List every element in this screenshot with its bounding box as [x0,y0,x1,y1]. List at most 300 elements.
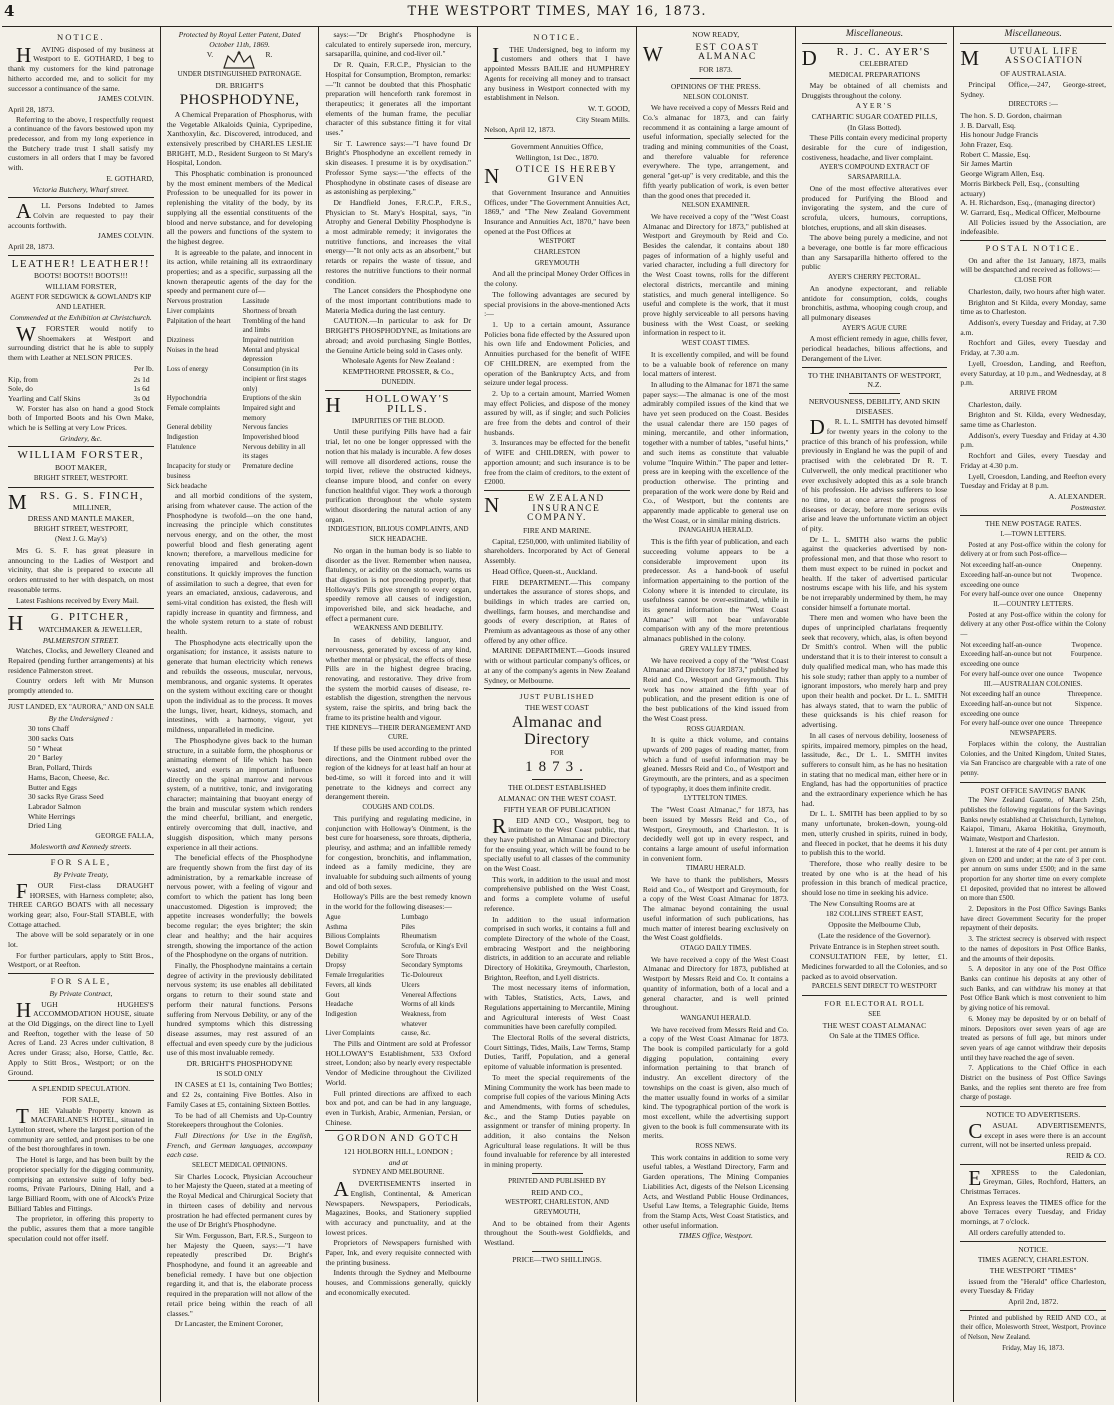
ad-text: In all cases of nervous debility, looseness of spirits, impaired memory, pimples on the head, lassitude, &c., Dr L. L. SMITH invites sufferers to consult him, as he has no hesitation in stating that no medical man, either here or in England, has had the opportunities of practice and the extraordinary experience which he has had. [801,730,948,808]
table-row: Indigestion Impoverished blood [166,433,299,442]
divider [8,197,154,198]
rate-row: For every half-ounce over one ounce Threepence [960,719,1103,728]
list-item: 30 sacks Rye Grass Seed [28,792,104,802]
ad-title: W EST COAST ALMANAC [642,41,760,66]
divider [8,699,154,700]
disease-table [325,913,471,1039]
drop-cap: W [642,41,665,66]
table-row: Liver Complaints cause, &c. [325,1029,431,1038]
ad-text: This purifying and regulating medicine, in conjunction with Holloway's Ointment, is the best cure for hoarseness, sore throats, diptheria, pleurisy, and asthma; and an infallible remedy for congestion, bronchitis, and inflammation, indeed as a family medicine, they are invaluable for subduing such ailments of young and old of both sexes. [325,813,472,891]
drop-cap: C [968,1118,983,1143]
list-item: Robert C. Massie, Esq. [960,149,1031,159]
divider [960,1310,1106,1311]
columns [2,26,1112,1402]
ad-text: It is excellently compiled, and will be found to be a valuable book of reference on many local matters of interest. [642,349,789,379]
table-row: Ague Lumbago [325,912,429,921]
section-heading: THE WESTPORT "TIMES" [989,1265,1077,1275]
rate-row: Exceeding half-an-ounce but not exceeding one ounce Sixpence. [960,700,1103,718]
price-unit: Per lb. [133,363,154,373]
section-heading: (In Glass Botted). [847,122,902,132]
column-1 [2,26,161,1402]
ad-text: The Hotel is large, and has been built by the proprietor specially for the digging community, comprising an extensive suite of lofty bed-rooms, Private Parlours, Dining Hall, and a large Billiard Room, with one of Alcock's Prize Billiard Tables and Fittings. [8,1155,154,1213]
drop-cap: R [492,813,507,838]
signature: Postmaster. [1070,502,1107,512]
date: April 2nd, 1872. [1008,1297,1059,1307]
table-row: Palpitation of the heart Trembling of the hand and limbs [166,316,306,335]
list-item: 30 tons Chaff [28,724,70,734]
ad-text: The above will be sold separately or in one lot. [8,930,154,950]
ad-text: The Pills and Ointment are sold at Professor HOLLOWAY'S Establishment, 533 Oxford street, London; also by nearly every respectable Vendor of Medicine throughout the Civilized World. [325,1039,472,1087]
section-title: Miscellaneous. [1004,29,1062,39]
drop-cap: A [333,1177,349,1202]
merchant-name: H G. PITCHER, [8,611,130,636]
section-heading: AYER'S COMPOUND EXTRACT OF SARSAPARILLA. [819,163,930,182]
ad-text: CAUTION.—In particular to ask for Dr BRIGHT'S PHOSPHODYNE, as Imitations are abroad; and avoid purchasing Single Bottles, the Genuine Article being sold in Cases only. [325,316,472,355]
list-item: Bran, Pollard, Thirds [28,763,92,773]
ad-text: This is the fifth year of publication, and each succeeding volume appears to be a considerable improvement upon its predecessor. As a hand-book of useful information appertaining to the portion of the Colony where it is intended to circulate, its usefulness cannot be over-estimated, while in its general information the "West Coast Almanac" will not bear unfavorable comparison with any of the more pretentious almanacs published in the colony. [642,537,789,644]
ad-text: The beneficial effects of the Phosphodyne are frequently shown from the first day of its administration, by a remarkable increase of nervous power, with a feeling of vigour and comfort to which the patient has long been unaccustomed. Digestion is improved; the appetite increases wonderfully; the bowels become regular; the eyes brighter; the skin clear and healthy; and the hair acquires strength, showing the importance of the action of the Phosphodyne on the organs of nutrition. [166,853,313,960]
ad-text: The proprietor, in offering this property to the public, assures them that a more tangible speculation could not offer itself. [8,1214,154,1243]
ad-text: To meet the special requirements of the Mining Community the work has been made to comprise full copies of the various Mining Acts and Amendments, with forms of schedules, &c., and the Stamp Duties payable on assignment or transfer of mining property. In addition, it also contains the Nelson Agricultural lease regulations. It will be thus found invaluable for reference by all interested in mining property. [484,1072,630,1170]
ad-text: We have received from Messrs Reid and Co. a copy of the West Coast Almanac for 1873. The book is compiled particularly for a gold digging population, containing every information pertaining to that branch of industry. An excellent directory of the townships on the coast is given, also much of the matter usually found in works of a similar kind. The typographical portion of the work is most excellent, while the advertising support given to the book is full commensurate with its merits. [642,1024,789,1141]
ad-text: The New Consulting Rooms are at [809,898,915,908]
ad-text: Rochfort and Giles, every Tuesday and Friday, at 7.30 a.m. [960,338,1107,358]
source-name: OTAGO DAILY TIMES. [680,943,752,952]
ad-text: W. Forster has also on hand a good Stock both of Imported Boots and his Own Make, which he is Selling at very Low Prices. [8,403,154,433]
divider [8,608,154,609]
rate-row: For every half-ounce over one ounce Twopence [960,669,1103,678]
ad-text: FIRE DEPARTMENT.—This company undertakes the assurance of stores shops, and buildings in which trades are carried on, dwellings, farm houses, and merchandise and goods of every description, at Rates of Premium as advantageous as those of any other offered by any other office. [484,577,630,645]
ad-text: The Electoral Rolls of the several districts, Court Sittings, Tides, Mails, Law Terms, Stamp Duties, Tariff, Population, and a general epitome of valuable information is presented. [484,1032,630,1072]
section-heading: THE NEW POSTAGE RATES. [985,519,1082,529]
column-5 [637,26,796,1402]
section-heading: I.—TOWN LETTERS. [1000,530,1066,539]
list-item: 5. A depositor in any one of the Post Office Banks can continue his deposits at any other of such Banks, and can withdraw his money at that Post Office Bank which is most convenient to him by giving notice of his removal. [960,965,1107,1013]
section-title: Miscellaneous. [845,29,904,39]
section-heading: NOW READY, [692,30,740,39]
list-item: W. Garrard, Esq., Medical Officer, Melbourne [960,207,1101,217]
drop-cap: M [8,489,29,514]
section-heading: AYER'S AGUE CURE [842,323,907,332]
table-row: Indigestion Weakness, from whatever [325,1009,447,1028]
ad-text: Holloway's Pills are the best remedy known in the world for the following diseases:— [325,892,472,912]
list-item: George Wigram Allen, Esq. [960,169,1045,179]
ad-text: The Lancet considers the Phosphodyne one of the most important contributions made to Materia Medica during the last century. [325,286,472,315]
date: April 28, 1873. [8,104,55,114]
ad-title: N OTICE IS HEREBY GIVEN [484,164,618,189]
ad-text: Addison's, every Tuesday and Friday, at 7.30 a.m. [960,317,1107,337]
section-heading: THE OLDEST ESTABLISHED [508,783,606,793]
ad-title: H HOLLOWAY'S PILLS. [325,393,450,418]
address: Opposite the Melbourne Club, [828,920,921,930]
merchant-name: WILLIAM FORSTER, [45,282,117,292]
divider [8,255,154,256]
ad-text: Dr Lancaster, the Eminent Coroner, [174,1319,283,1329]
ad-text: Sir Wm. Fergusson, Bart, F.R.S., Surgeon to her Majesty the Queen, says:—"I have repeatedly prescribed Dr. Bright's Phosphodyne, and found it an agreeable and beneficial remedy. I have but one objection regarding it, and that is, the elaborate process required in the preparation will not allow of the retail price being within the reach of all classes." [166,1230,313,1318]
ad-text: Mrs G. S. F. has great pleasure in announcing to the Ladies of Westport and vicinity, that she is prepared to execute all orders entrusted to her with despatch, on most reasonable terms. [8,546,154,594]
divider [960,515,1106,516]
signature: Grindery, &c. [59,433,103,443]
list-item: Dried Ling [28,821,62,831]
ad-text: This work contains in addition to some very useful tables, a Westland Directory, Farm and Garden operations, The Mining Companies Liabilities Act, digests of the Nelson Licensing Acts, and Westland Public House Ordinances, Useful Law Items, a Telegraphic Guide, Items from the Stamp Acts, West Coast Statistics, and other useful information. [642,1152,789,1230]
list-item: 2. Depositors in the Post Office Savings Banks have direct Government Security for the proper repayment of their deposits. [960,905,1107,933]
divider [325,390,471,391]
date: April 28, 1873. [8,242,55,252]
divider [960,43,1106,44]
divider [802,43,948,44]
agent-name: KEMPTHORNE PROSSER, & Co., [342,366,454,376]
section-heading: SELECT MEDICAL OPINIONS. [192,1161,288,1170]
date: Nelson, April 12, 1873. [484,125,556,135]
signature: TIMES Office, Westport. [678,1231,753,1241]
ad-text: Lyell, Croesdon, Landing, and Reefton, every Saturday, at 10 p.m., and Wednesday, at 8 p.m. [960,358,1107,388]
divider [325,1130,471,1131]
notice-heading: NOTICE. [533,32,581,42]
ad-text: The most necessary items of information, with Tables, Statistics, Acts, Laws, and Regulations appertaining to Mercantile, Mining and Agricultural interests of West Coast communities have been carefully compiled. [484,983,630,1032]
ad-text: All orders carefully attended to. [968,1227,1066,1237]
ad-text: The Phosphodyne gives back to the human structure, in a suitable form, the phosphorus or animating element of life which has been wasted, and exerts an important influence directly on the spinal marrow and nervous system, of a nutritive, tonic, and invigorating character; maintaining that buoyant energy of the brain and muscular system which renders the mind cheerful, brilliant, and energetic, entirely overcoming that dull, inactive, and sluggish disposition, which many persons experience in all their actions. [166,735,313,852]
ad-text: Head Office, Queen-st., Auckland. [492,566,598,576]
newspaper-title: THE WESTPORT TIMES, MAY 16, 1873. [407,4,707,19]
ad-text: If these pills be used according to the printed directions, and the Ointment rubbed over the region of the kidneys for at least half an hour at bed-time, so will it forced into and it will penetrate to the kidneys and correct any derangement therein. [325,743,472,802]
section-heading: THE KIDNEYS—THEIR DERANGEMENT AND CURE. [325,723,471,742]
ad-text: No organ in the human body is so liable to disorder as the liver. Remember when nausea, flatulency, or acidity on the stomach, warns us that digestion is not proceeding properly, that Holloway's Pills give strength to every organ, speedily remove all causes of indigestion, impoverished bile, and sick headache, and effect a permanent cure. [325,545,472,623]
ad-title: PHOSPHODYNE, [179,91,300,108]
address: Molesworth and Kennedy streets. [30,841,132,851]
ad-text: Forplaces within the colony, the Australian Colonies, and the United Kingdom, United States, via San Francisco are chargeable with a rate of one penny. [960,739,1107,777]
divider [960,1164,1106,1165]
leather-heading: LEATHER! LEATHER!! [11,257,151,270]
address: (Late the residence of the Governor). [818,930,931,940]
divider [484,688,630,689]
ad-text: On Sale at the TIMES Office. [829,1031,920,1041]
divider [8,854,154,855]
ad-text: We have received a copy of the "West Coast Almanac and Directory for 1873," published at Westport and Greymouth by Reid and Co. Besides the calendar, it contains about 180 pages of information of a highly useful and varied character, including a full directory for the West Coast towns, rolls for the different electoral districts, mercantile and mining statistics, and much general intelligence. So useful and complete is the work, that it must prove highly serviceable to all persons having business with the West Coast, or seeking information in respect to it. [642,211,789,338]
ad-title: M UTUAL LIFE ASSOCIATION [960,45,1084,70]
ad-text: T HE Valuable Property known as MACFARLANE'S HOTEL, situated in Lyttelton street, where the largest portion of the community are settled, and promises to be one of the best thoroughfares in town. [8,1103,154,1154]
drop-cap: E [968,1165,982,1190]
ad-text: Lyell, Croesdon, Landing, and Reefton every Tuesday and Friday at 8 p.m. [960,471,1107,491]
list-item: 50 " Wheat [28,743,63,753]
table-row: Bilious Complaints Rheumatism [325,932,437,941]
signature: JAMES COLVIN. [97,231,154,241]
column-6 [796,26,955,1402]
list-item: John Frazer, Esq. [960,140,1013,150]
rate-row: For every half-ounce over one ounce Onepenny [960,590,1103,599]
divider [960,782,1106,783]
drop-cap: N [484,164,501,189]
ad-text: We have received a copy of the West Coast Almanac and Directory for 1873, published at Westport by Messrs Reid and Co. It contains a quantity of information, both of a local and a general character, and is well printed throughout. [642,954,789,1013]
section-heading: WEAKNESS AND DEBILITY. [353,624,444,633]
ad-text: CONSULTATION FEE, by letter, £1. Medicines forwarded to all the Colonies, and so packed as to avoid observation. [801,952,948,981]
price: PRICE—TWO SHILLINGS. [512,1254,602,1264]
section-heading: AYER'S [855,101,894,111]
section-heading: II.—COUNTRY LETTERS. [993,599,1074,608]
section-heading: DR. BRIGHT'S PHOSPHODYNE [186,1059,293,1069]
table-row: Female Irregularities Tic-Doloureux [325,971,443,980]
ad-text: and all morbid conditions of the system, arising from whatever cause. The action of the Phosphodyne is twofold—on the one hand, increasing the principle which constitutes nervous energy, and on the other, the most powerful blood and flesh generating agent known; therefore, a marvellous medicine for renovating impaired and broken-down constitutions. It quickly improves the function of assimilation to such a degree, that even for years an emaciated, anxious, cadaverous, and semi-vital condition has existed, the flesh will rapidly increase in quantity and firmness, and the whole system return to a state of robust health. [166,491,313,637]
ad-text: that Government Insurance and Annuities Offices, under "The Government Annuities Act, 1869," and "The New Zealand Government Insurance and Annuities Act, 1870," have been opened at the Post Offices at [484,187,630,236]
rate-row: Exceeding half-an-ounce but not exceeding one ounce Twopence. [960,570,1103,589]
ad-text: May be obtained of all chemists and Druggists throughout the colony. [801,80,948,100]
table-row: Debility Sore Throats [325,951,438,960]
ad-text: Sir Charles Locock, Physician Accoucheur to her Majesty the Queen, stated at a meeting of the Royal Medical and Chirurgical Society that in thirteen cases of debility and nervous prostration he had effected permanent cures by the use of Dr Bright's Phosphodyne. [166,1171,313,1230]
ad-title: DR. BRIGHT'S [215,81,264,91]
rate-row: Not exceeding half-an-ounce Twopence. [960,640,1103,649]
section-heading: CATHARTIC SUGAR COATED PILLS, [811,111,938,121]
section-heading: AYER'S CHERRY PECTORAL. [828,273,921,282]
ad-text: This work, in addition to the usual and most comprehensive published on the West Coast, and forms a complete volume of useful reference. [484,874,630,913]
divider [8,487,154,488]
ad-text: Private Entrance is in Stephen street south. [809,941,940,951]
divider [849,393,900,394]
section-heading: THE WEST COAST ALMANAC [822,1020,927,1030]
ad-text: Indents through the Sydney and Melbourne houses, and Commissions generally, quickly and economically executed. [325,1268,472,1297]
section-heading: TIMES AGENCY, CHARLESTON. [977,1255,1089,1265]
boots-heading: BOOTS! BOOTS!! BOOTS!!! [34,271,128,281]
ad-text: Brighton and St Kilda, every Monday, same time as to Charleston. [960,297,1107,317]
printer-places: WESTPORT, CHARLESTON, AND GREYMOUTH, [505,1198,609,1216]
almanac-for: FOR [550,748,564,757]
trade: DRESS AND MANTLE MAKER, [27,513,135,523]
source-name: NELSON COLONIST. [683,92,749,101]
section-heading: COUGHS AND COLDS. [362,803,435,812]
table-row: Noises in the head Mental and physical depression [166,345,300,364]
section-heading: JUST PUBLISHED [519,692,595,702]
divider [960,1106,1106,1107]
ad-text: I THE Undersigned, beg to inform my customers and others that I have appointed Messrs BAILIE and HUMPHREY Agents for receiving all money and to transact any business in Westport connected with my establishment in Nelson. [484,42,630,103]
sale-heading: FOR SALE, [62,1094,100,1104]
signature: A. ALEXANDER. [1048,491,1107,501]
list-item: His honour Judge Francis [960,130,1039,140]
divider [690,78,741,79]
masthead [0,0,1114,24]
divider [960,240,1106,241]
speculation-heading: A SPLENDID SPECULATION. [31,1084,131,1094]
list-item: Butter and Eggs [28,782,77,792]
drop-cap: D [809,415,825,440]
ad-text: It is agreeable to the palate, and innocent in its action, while retaining all its extraordinary properties; and as a specific, surpassing all the known therapeutic agents of the day for the speedy and permanent cure of— [166,247,313,296]
ad-text: Posted at any Post-office within the colony for delivery at any other Post-office within the Colony— [960,610,1107,639]
address: SYDNEY AND MELBOURNE. [352,1168,445,1177]
ad-text: Referring to the above, I respectfully request a continuance of the favors bestowed upon my predecessor, and from my long experience in the Butchery trade trust I shall satisfy my customers in all orders that I may be favored with. [8,114,154,173]
divider [802,367,948,368]
divider [484,138,630,139]
drop-cap: M [960,45,981,70]
section-heading: SEE [868,1009,881,1018]
price-row: Yearling and Calf Skins 3s 0d [8,393,150,403]
place: WESTPORT [538,237,576,246]
address: BRIGHT STREET, WESTPORT, [33,524,128,533]
ad-text: Charleston, daily. [968,399,1022,409]
section-heading: DIRECTORS :— [1008,100,1058,109]
ad-title: D R. J. C. AYER'S [801,45,931,70]
ad-title: GORDON AND GOTCH [337,1134,460,1145]
ad-text: There men and women who have been the dupes of unprincipled charlatans frequently seek that recovery, which, alas, is often beyond Dr Smith's control. When will the public understand that it is to their interest to consult a duly qualified medical man, who has made this his sole study; rather than apply to a number of ignorant impostors, who merely harp and prey upon their health and pocket. Dr L. L. SMITH has always stated, that to warn the public of these quicksands is his chief reason for advertising. [801,613,948,730]
table-row: Hypochondria Eruptions of the skin [166,394,302,403]
list-item: Hams, Bacon, Cheese, &c. [28,772,110,782]
ad-text: On and after the 1st January, 1873, mails will be despatched and received as follows:— [960,255,1107,275]
section-heading: FIRE AND MARINE. [522,526,592,536]
ad-text: A Chemical Preparation of Phosphorus, with the Vegetable Alkaloids Quinia, Cypripedine, Xanthoxylin, &c. Discovered, introduced, and extensively prescribed by CHARLES LESLIE BRIGHT, M.D., Resident Surgeon to St Mary's Hospital, London. [166,109,313,168]
list-item: J. B. Darvall, Esq. [960,120,1016,130]
royal-crest: V. R. [167,50,313,70]
section-heading: NOTICE TO ADVERTISERS. [986,1110,1081,1120]
sale-heading: FOR SALE, [50,976,112,987]
ad-text: Until these purifying Pills have had a fair trial, let no one be longer oppressed with the notion that his malady is incurable. A few doses will remove all disordered actions, rouse the torpid liver, relieve the obstructed kidneys, cleanse impure blood, and confer on every function healthful vigor. They work a thorough purification throughout the whole system without disordering the natural action of any organ. [325,427,472,524]
section-heading: ALMANAC ON THE WEST COAST. [497,794,617,804]
ad-text: Principal Office,—247, George-street, Sydney. [960,79,1107,99]
ad-text: Dr L. L. SMITH has been applied to by so many unfortunate, broken-down, young-old men, utterly crushed in spirits, ruined in body, and fleeced in pocket, that he deems it his duty to publish this to the world. [801,809,948,858]
ad-text: says:—"Dr Bright's Phosphodyne is calculated to entirely supersede iron, mercury, sarsaparilla, quinine, and cod-liver oil." [325,30,472,59]
sale-heading: JUST LANDED, EX "AURORA," AND ON SALE [8,702,154,711]
section-heading: IMPURITIES OF THE BLOOD. [351,416,445,425]
ad-text: MARINE DEPARTMENT.—Goods insured with or without particular company's offices, or at any of the company's agents in New Zealand Sydney, or Melbourne. [484,646,630,685]
drop-cap: H [16,997,32,1022]
ad-text: H UGH HUGHES'S ACCOMMODATION HOUSE, situate at the Old Diggings, on the direct line to Lyell and Reefton, together with the lease of 50 Acres of Land. 23 Acres under cultivation, 8 Acres under Grass; also, Horse, Cattle, &c. Apply to Stitt Bros., Westport; or on the Ground. [8,997,154,1077]
ad-text: Full printed directions are affixed to each box and pot, and can be had in any language, even in Turkish, Arabic, Armenian, Persian, or Chinese. [325,1088,472,1127]
ad-text: The following advantages are secured by special provisions in the above-mentioned Acts :— [484,289,630,319]
ad-text: A most efficient remedy in ague, chills fever, periodical headaches, bilious affections, and Derangement of the Liver. [801,334,948,363]
divider [532,779,583,780]
signature: E. GOTHARD, [106,173,154,183]
agent-line: Wholesale Agents for New Zealand : [342,356,455,366]
divider [532,1173,583,1174]
sale-heading: FOR SALE, [50,857,112,868]
trade: WATCHMAKER & JEWELLER, [38,624,142,634]
drop-cap: T [16,1103,29,1128]
merchant-name: M RS. G. S. FINCH, [8,489,144,514]
section-heading: CLOSE FOR [1014,276,1052,285]
ad-text: Finally, the Phosphodyne maintains a certain degree of activity in the previously debilitated nervous system; its use enables all debilitated organs to return to their sound state and perform their natural functions. Persons suffering from Nervous Debility, or any of the hundred symptoms which this distressing disease assumes, may rest assured of an effectual and even speedy cure by the judicious use of this most invaluable remedy. [166,960,313,1058]
place: CHARLESTON [533,248,581,257]
source-name: WANGANUI HERALD. [680,1013,751,1022]
drop-cap: N [484,492,501,517]
section-heading: POST OFFICE SAVINGS' BANK [980,785,1086,795]
source-name: NELSON EXAMINER. [681,201,750,210]
section-heading: NERVOUSNESS, DEBILITY, AND SKIN DISEASES. [808,396,940,416]
drop-cap: I [492,42,500,67]
ad-text: Capital, £250,000, with unlimited liability of shareholders. Incorporated by Act of General Assembly. [484,536,630,566]
ad-text: Full Directions for Use in the English, French, and German languages, accompany each case. [166,1130,313,1160]
section-heading: MEDICAL PREPARATIONS [828,70,921,80]
section-heading: OF AUSTRALASIA. [1000,69,1067,79]
section-heading: IS SOLD ONLY [216,1069,263,1078]
table-row: General debility Nervous fancies [166,423,288,432]
list-item: 1. Up to a certain amount, Assurance Policies bona fide effected by the Assured upon his own life and Endowment Policies, and Annuities purchased for the benefit of WIFE OF CHILDREN, are exempted from the operation of the Bankruptcy Acts, and from seizure under legal process. [484,319,630,388]
ad-text: One of the most effective alteratives ever produced for Purifying the Blood and invigorating the system, and the cure of scrofula, ulcers, humours, corruptions, blotches, eruptions, and all skin diseases. [801,183,948,232]
agent-city: DUNEDIN. [381,377,416,386]
ad-text: W FORSTER would notify to Shoemakers at Westport and surrounding district that he is able to supply them with Leather at NELSON PRICES. [8,321,154,363]
list-item: 20 " Barley [28,753,63,763]
drop-cap: H [16,42,32,67]
almanac-year: 1873. [525,759,589,776]
divider [8,973,154,974]
section-heading: FOR ELECTORAL ROLL [824,999,925,1009]
address: 182 COLLINS STREET EAST, [825,909,924,919]
table-row: Fevers, all kinds Ulcers [325,980,420,989]
list-item: 3. Insurances may be effected for the benefit of WIFE and CHILDREN, with power to apportion amount; and such insurance is to be free from the claim of creditors, to the extent of £2000. [484,438,630,487]
ad-text: The Phosphodyne acts electrically upon the organisation; for instance, it assists nature to generate that human electricity which renews and rebuilds the osseous, muscular, nervous, membranous, and organic systems. It operates on the system without exciting care or thought upon the individual as to the process. It moves the lungs, liver, heart, kidneys, stomach, and intestines, with a harmony, vigour, yet mildness, unparalleled in medicine. [166,637,313,735]
signature: REID & CO. [1066,1150,1107,1160]
ad-text: A DVERTISEMENTS inserted in English, Continental, & American Newspapers. Newspapers, Periodicals, Magazines, Books, and Stationery supplied with accuracy and punctuality, and at the lowest prices. [325,1177,472,1237]
ad-text: IN CASES at £1 1s, containing Two Bottles; and £2 2s, containing Five Bottles. Also in Family Cases at £5, containing Sixteen Bottles. [166,1080,313,1109]
ad-text: Addison's, every Tuesday and Friday at 4.30 p.m. [960,430,1107,450]
ad-text: It is quite a thick volume, and contains upwards of 200 pages of reading matter, from which a fund of useful information may be gleaned. Messrs Reid and Co., of Westport and Greymouth, are the printers, and as a specimen of typography, it does them infinite credit. [642,735,789,793]
byline: By Private Contract, [49,988,113,998]
list-item: 3. The strictest secrecy is observed with respect to the names of depositors in Post Office Banks, and the amounts of their deposits. [960,935,1107,963]
ad-text: In addition to the usual information comprised in such works, it contains a full and complete Directory of the whole of the Coast, embracing Westport and the neighboring districts, in addition to an accurate and reliable Directory of Hokitika, Greymouth, Charleston, Brighton, Reefton, and Lyell districts. [484,914,630,982]
ad-text: Posted at any Post-office within the colony for delivery at or from such Post-office— [960,540,1107,559]
ad-text: Therefore, those who really desire to be treated by one who is at the head of his profession in this branch of medical practice, should lose no time in seeking his advice. [801,858,948,898]
ad-text: An Express leaves the TIMES office for the above Terraces every Tuesday, and Friday mornings, at 7 o'clock. [960,1197,1107,1227]
royal-crest-icon [222,50,256,70]
section-heading: CELEBRATED [859,59,909,69]
list-item: The hon. S. D. Gordon, chairman [960,110,1062,120]
address: PALMERSTON STREET. [42,635,119,645]
ad-text: The above being purely a medicine, and not a beverage, one bottle is far more efficacious than any Sarsaparilla hitherto offered to the public [801,233,948,272]
ad-text: Brighton and St. Kilda, every Wednesday, same time as Charleston. [960,410,1107,430]
source-name: GREY VALLEY TIMES. [679,644,752,653]
list-item: 6. Money may be deposited by or on behalf of minors. Depositors over seven years of age are treated as persons of full age, but minors under seven years of age cannot withdraw their deposits until they have reached the age of seven. [960,1014,1107,1062]
commendation: Commended at the Exhibition at Christchurch. [9,313,152,323]
list-item: 1. Interest at the rate of 4 per cent. per annum is given on £200 and under; at the rate of 3 per cent. per annum on sums under £500; and in the same proportion for any shorter time on every complete £1 deposited, provided that no interest be allowed on more than £500. [960,845,1107,903]
ad-text: H AVING disposed of my business at Westport to E. GOTHARD, I beg to thank my customers for the kind patronage hitherto accorded me, and to solicit for my successor a continuance of the same. [8,42,154,93]
ad-text: Dr R. Quain, F.R.C.P., Physician to the Hospital for Consumption, Brompton, remarks:—"It cannot be doubted that this Phosphatic preparation will henceforth rank foremost in therapeutics; it generates all the important elements of the human frame, the peculiar character of this substance fitting it for vital uses." [325,60,472,138]
ad-text: Sir T. Lawrence says:—"I have found Dr Bright's Phosphodyne an excellent remedy in skin diseases. I presume it is by oxydisation." Professor Syme says:—"the effects of the Phosphodyne in obstinate cases of disease are as astonishing as perplexing." [325,138,472,197]
ailment-table [167,297,313,491]
ad-text: In cases of debility, languor, and nervousness, generated by excess of any kind, whether mental or physical, the effects of these Pills are in the highest degree bracing, renovating, and restorative. They drive from the system the morbid causes of disease, re-establish the digestion, strengthen the nervous system, raise the spirits, and bring back the frame to its pristine health and vigour. [325,635,472,722]
ad-text: Proprietors of Newspapers furnished with Paper, Ink, and every requisite connected with the printing business. [325,1238,472,1267]
ad-text: All Policies issued by the Association, are indefeasible. [960,217,1107,237]
ad-text: To be had of all Chemists and Up-Country Storekeepers throughout the Colonies. [166,1110,313,1130]
table-row: Gout Venereal Affections [325,990,457,999]
list-item: Morris Birkbeck Pell, Esq., (consulting actuary) [960,178,1080,198]
list-item: A. H. Richardson, Esq., (managing director) [960,198,1095,208]
list-item: Labrador Salmon [28,801,81,811]
divider [8,1080,154,1081]
printer-name: REID AND CO., [531,1187,583,1197]
ad-text: Charleston, daily, two hours after high water. [968,286,1106,296]
director-list [960,111,1106,218]
divider [8,446,154,447]
table-row: Dizziness Impaired nutrition [166,335,294,344]
agent-line: AGENT FOR SEDGWICK & GOWLAND'S KIP AND LEATHER. [10,292,152,311]
address: Victoria Butchery, Wharf street. [32,184,130,194]
office-line: Government Annuities Office, [511,142,604,152]
trade: MILLINER, [72,503,112,513]
ad-text: These Pills contain every medicinal property desirable for the cure of indigestion, costiveness, headache, and liver complaint. [801,133,948,162]
ad-text: We have to thank the publishers, Messrs Reid and Co., of Westport and Greymouth, for a copy of the West Coast Almanac for 1873. The almanac beyond containing the usual useful information of such publications, has much matter of interest bearing exclusively on the West Coast goldfields. [642,875,789,943]
table-row: Headache Worms of all kinds [325,1000,455,1009]
table-row: Nervous prostration Lassitude [166,297,270,306]
column-2 [161,26,320,1402]
signature: GEORGE FALLA, [95,831,154,841]
section-heading: POSTAL NOTICE. [985,243,1081,254]
source-name: ROSS NEWS. [695,1142,737,1151]
section-heading: INDIGESTION, BILIOUS COMPLAINTS, AND SICK HEADACHE. [328,525,469,544]
drop-cap: D [801,45,819,70]
drop-cap: H [8,611,25,636]
ad-text: D R. L. L. SMITH has devoted himself for twenty years in the colony to the practice of this branch of his profession, while previously in England he was the pupil of and practised with the celebrated Dr R. T. Culverwell, the only medical practitioner who ever exclusively adopted this as a sole branch of his profession. He advises sufferers to lose no time, to at once arrest the progress of diseases or decay, before more serious evils arise and leave the unfortunate victim an object of pity. [801,415,948,534]
table-row: Asthma Piles [325,922,415,931]
rate-row: Not exceeding half an ounce Threepence. [960,690,1103,699]
divider [802,995,948,996]
page-number: 4 [4,2,15,20]
table-row: Liver complaints Shortness of breath [166,306,297,315]
list-item: 2. Up to a certain amount, Married Women may effect Policies, and dispose of the money assured by will, as if single; and such Policies are free from the debts and control of their husbands. [484,388,630,437]
imprint: Printed and published by REID AND CO., at their office, Molesworth Street, Westport, Province of Nelson, New Zealand. [960,1313,1107,1342]
